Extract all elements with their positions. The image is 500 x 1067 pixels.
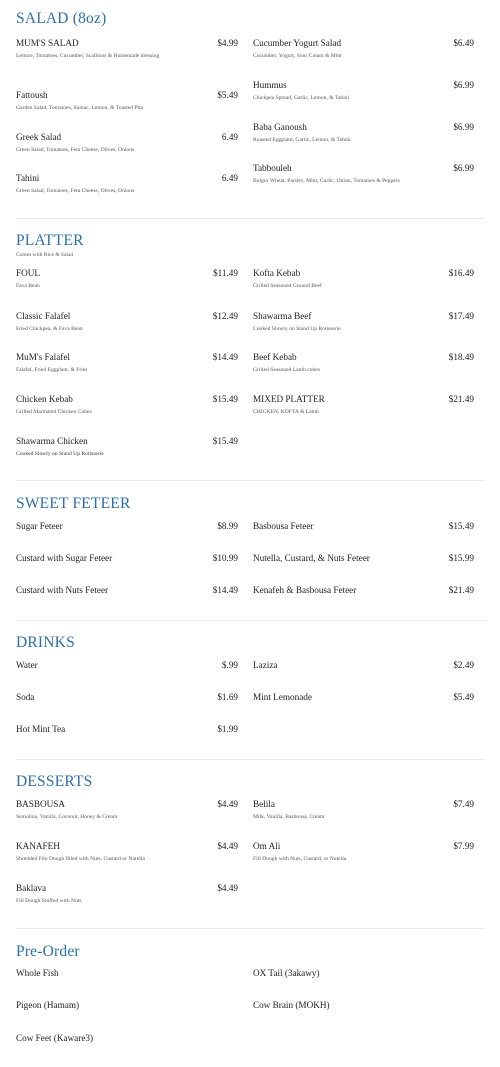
section-title-drinks: DRINKS (16, 634, 75, 651)
item-name: Fattoush (16, 90, 48, 100)
item-price: $7.49 (453, 799, 474, 809)
divider (16, 759, 484, 760)
item-price: $6.99 (453, 163, 474, 173)
item-price: $6.99 (453, 80, 474, 90)
item-price: $15.49 (448, 521, 474, 531)
item-desc: CHICKEN, KOFTA & Lamb (253, 409, 319, 415)
item-name: Tabbouleh (253, 163, 292, 173)
item-name: Custard with Sugar Feteer (16, 553, 113, 563)
item-price: $10.99 (212, 553, 238, 563)
item-price: $4.99 (217, 38, 238, 48)
item-desc: Grilled Seasoned Lamb cubes (253, 367, 320, 373)
item-desc: Fried Chickpea, & Fava Bean (16, 326, 83, 332)
item-price: $2.49 (453, 660, 474, 670)
section-title-feteer: SWEET FETEER (16, 495, 131, 512)
item-price: $15.99 (448, 553, 474, 563)
item-name: Kenafeh & Basbousa Feteer (253, 585, 357, 595)
item-price: $21.49 (448, 585, 474, 595)
section-title-salad: SALAD (8oz) (16, 10, 107, 27)
item-price: $5.49 (453, 692, 474, 702)
section-subtitle: Comes with Rice & Salad (16, 252, 74, 258)
item-name: Water (16, 660, 38, 670)
item-price: $12.49 (212, 311, 238, 321)
item-desc: Lettuce, Tomatoes, Cucumber, Scallions & Homemade dressing (16, 53, 160, 59)
item-price: $7.99 (453, 841, 474, 851)
item-desc: Semolina, Vanilla, Coconut, Honey & Cream (16, 814, 118, 820)
item-desc: Shredded Filo Dough filled with Nuts, Custard or Nutella (16, 856, 145, 862)
item-name: Chicken Kebab (16, 394, 73, 404)
item-desc: Cooked Slowly on Stand Up Rotisserie (16, 451, 104, 457)
item-price: $5.49 (217, 90, 238, 100)
item-price: $14.49 (212, 585, 238, 595)
item-name: Laziza (253, 660, 278, 670)
item-name: OX Tail (3akawy) (253, 968, 320, 978)
item-name: Cucumber Yogurt Salad (253, 38, 342, 48)
divider (16, 218, 484, 219)
item-desc: Cucumber, Yogurt, Sour Cream & Mint (253, 53, 342, 59)
item-desc: Milk, Vanilla, Basbousa, Cream (253, 814, 325, 820)
item-price: $18.49 (448, 352, 474, 362)
item-price: $8.99 (217, 521, 238, 531)
item-price: $6.99 (453, 122, 474, 132)
item-price: $16.49 (448, 268, 474, 278)
item-desc: Green Salad, Tomatoes, Feta Cheese, Olives, Onions (16, 188, 135, 194)
item-desc: Grilled Seasoned Ground Beef (253, 283, 322, 289)
item-price: 6.49 (221, 132, 238, 142)
section-title-platter: PLATTER (16, 232, 84, 249)
item-price: $21.49 (448, 394, 474, 404)
item-desc: Chickpea Spread, Garlic, Lemon, & Tahini (253, 95, 350, 101)
item-desc: Green Salad, Tomatoes, Feta Cheese, Olives, Onions (16, 147, 135, 153)
item-price: $15.49 (212, 436, 238, 446)
item-name: Baba Ganoush (253, 122, 307, 132)
item-name: Greek Salad (16, 132, 62, 142)
item-price: $4.49 (217, 841, 238, 851)
item-price: $6.49 (453, 38, 474, 48)
item-desc: Fava Bean (16, 283, 40, 289)
item-name: Classic Falafel (16, 311, 71, 321)
item-price: 6.49 (221, 173, 238, 183)
item-price: $17.49 (448, 311, 474, 321)
item-name: MUM'S SALAD (16, 38, 79, 48)
item-name: Cow Feet (Kaware3) (16, 1033, 94, 1043)
item-name: Pigeon (Hamam) (16, 1000, 80, 1010)
item-name: Whole Fish (16, 968, 59, 978)
item-name: Beef Kebab (253, 352, 297, 362)
item-name: Belila (253, 799, 275, 809)
item-name: Custard with Nuts Feteer (16, 585, 109, 595)
item-desc: Fill Dough with Nuts, Custard, or Nutella (253, 856, 347, 862)
item-price: $1.69 (217, 692, 238, 702)
item-name: Kofta Kebab (253, 268, 301, 278)
item-name: Basbousa Feteer (253, 521, 314, 531)
item-price: $15.49 (212, 394, 238, 404)
divider (16, 928, 484, 929)
item-name: Sugar Feteer (16, 521, 63, 531)
item-desc: Fill Dough Stuffed with Nuts (16, 898, 82, 904)
item-price: $1.99 (217, 724, 238, 734)
item-desc: Roasted Eggplant, Garlic, Lemon, & Tahini (253, 137, 351, 143)
item-desc: Falafel, Fried Eggplant, & Fries (16, 367, 88, 373)
divider (16, 620, 484, 621)
item-price: $4.49 (217, 799, 238, 809)
item-name: Shawarma Chicken (16, 436, 88, 446)
item-price: $4.49 (217, 883, 238, 893)
item-name: Hummus (253, 80, 287, 90)
item-desc: Cooked Slowly on Stand Up Rotisserie (253, 326, 341, 332)
item-name: Hot Mint Tea (16, 724, 66, 734)
section-title-preorder: Pre-Order (16, 943, 80, 960)
divider (16, 480, 484, 481)
item-name: Shawarma Beef (253, 311, 312, 321)
item-price: $14.49 (212, 352, 238, 362)
item-name: Soda (16, 692, 35, 702)
section-title-desserts: DESSERTS (16, 773, 93, 790)
item-name: MuM's Falafel (16, 352, 70, 362)
item-name: Om Ali (253, 841, 281, 851)
item-name: Tahini (16, 173, 40, 183)
item-desc: Grilled Marinated Chicken Cubes (16, 409, 92, 415)
item-name: Nutella, Custard, & Nuts Feteer (253, 553, 370, 563)
item-name: FOUL (16, 268, 40, 278)
item-desc: Garden Salad, Tomatoes, Sumac, Lemon, & Toasted Pita (16, 105, 144, 111)
item-name: Mint Lemonade (253, 692, 312, 702)
item-price: $.99 (221, 660, 238, 670)
item-name: Baklava (16, 883, 47, 893)
item-desc: Bulgur Wheat, Parsley, Mint, Garlic, Onion, Tomatoes & Peppers (253, 178, 400, 184)
item-name: Cow Brain (MOKH) (253, 1000, 330, 1010)
item-price: $11.49 (213, 268, 238, 278)
item-name: KANAFEH (16, 841, 60, 851)
item-name: MIXED PLATTER (253, 394, 325, 404)
item-name: BASBOUSA (16, 799, 66, 809)
